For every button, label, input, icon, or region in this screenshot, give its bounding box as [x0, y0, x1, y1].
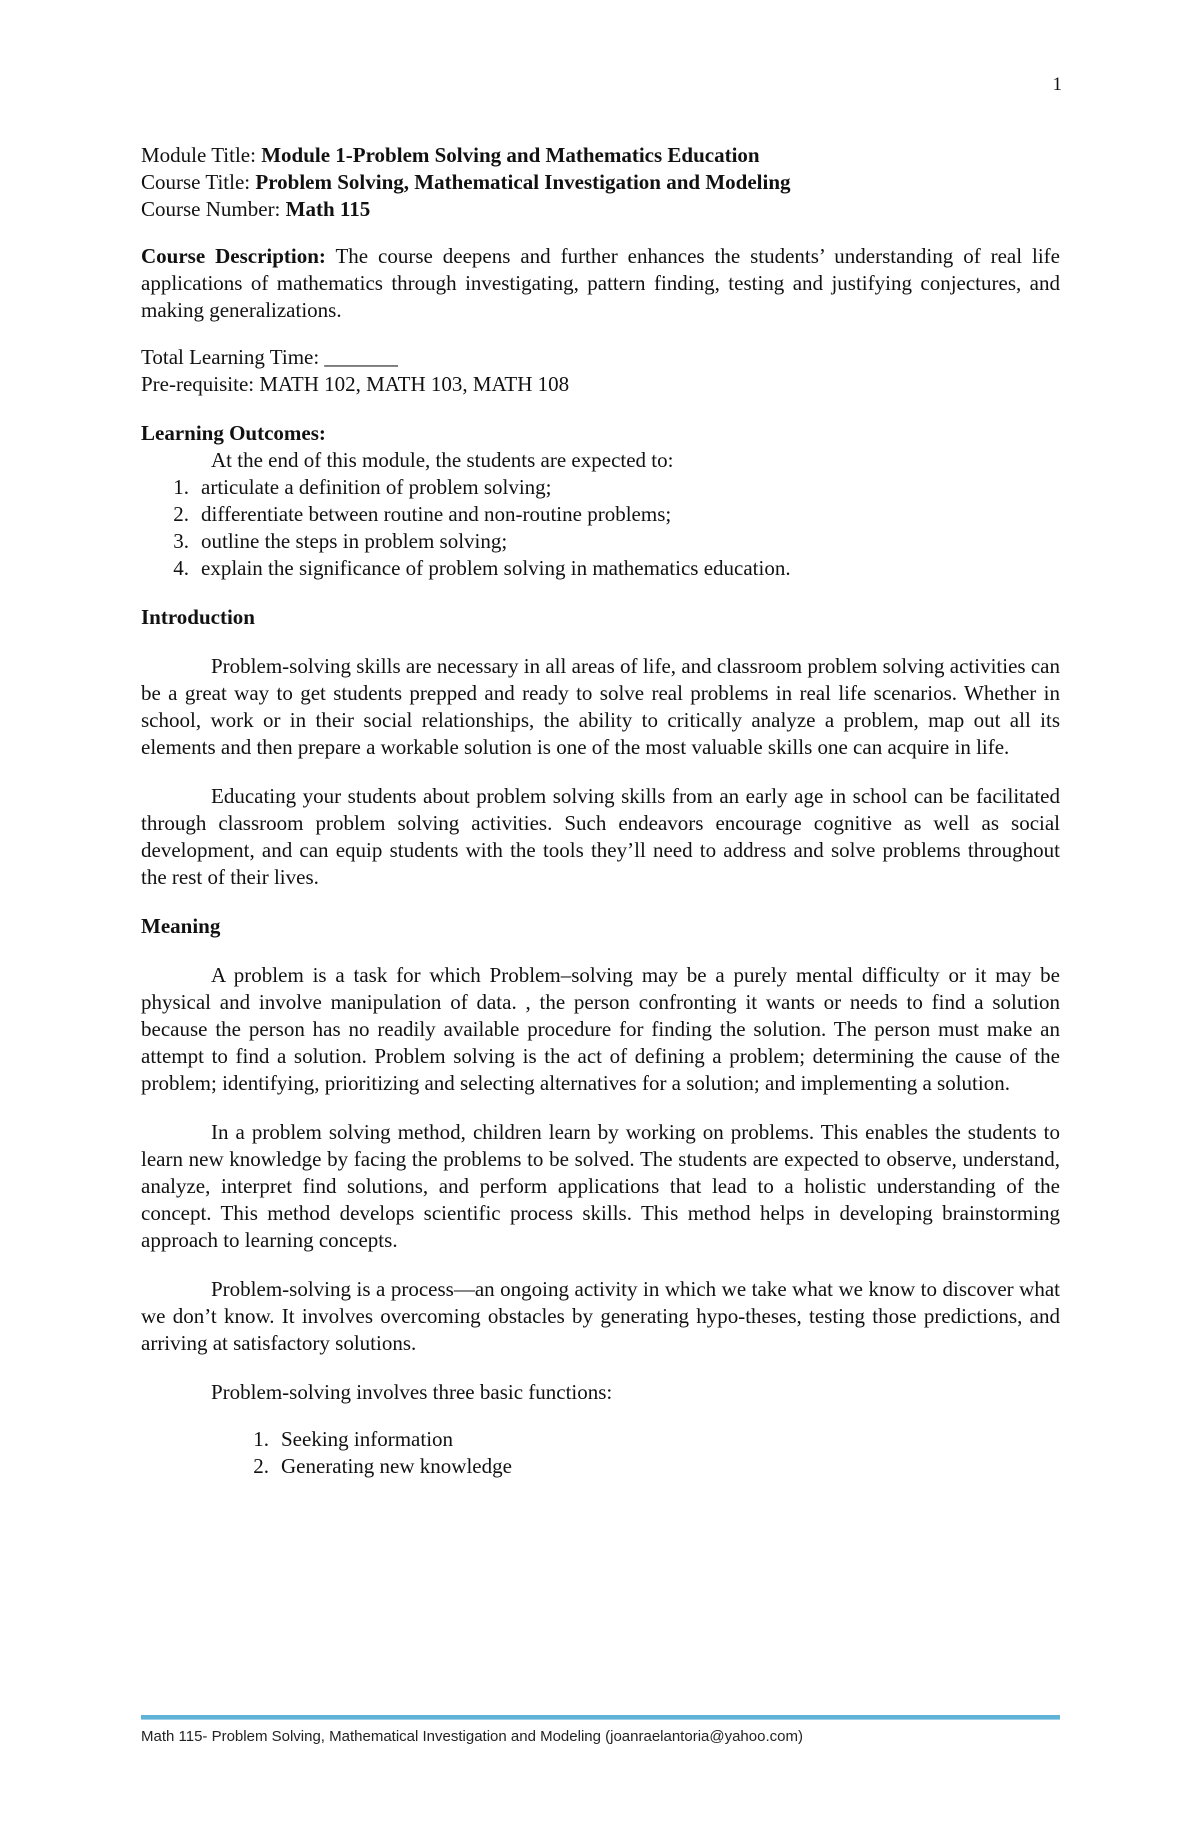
course-title-value: Problem Solving, Mathematical Investigation and Modeling [255, 170, 791, 194]
course-number-value: Math 115 [285, 197, 371, 221]
list-item-text: explain the significance of problem solving in mathematics education. [201, 556, 791, 580]
list-item-text: Seeking information [281, 1427, 454, 1451]
introduction-paragraph-2: Educating your students about problem solving skills from an early age in school can be facilitated through classroom problem solving activities. Such endeavors encourage cognitive as well as social development, and can equip students with the tools they’ll need to address and solve problems throughout the rest of their lives. [141, 784, 1060, 889]
list-item [141, 528, 1060, 555]
meaning-paragraph-4: Problem-solving involves three basic functions: [211, 1380, 613, 1404]
list-item-number: 2. [173, 502, 189, 526]
meaning-paragraph-1: A problem is a task for which Problem–solving may be a purely mental difficulty or it may be physical and involve manipulation of data. , the person confronting it wants or needs to find a solution because the person has no readily available procedure for finding the solution. The person must make an attempt to find a solution. Problem solving is the act of defining a problem; determining the cause of the problem; identifying, prioritizing and selecting alternatives for a solution; and implementing a solution. [141, 963, 1060, 1095]
page-footer: Math 115- Problem Solving, Mathematical Investigation and Modeling (joanraelantoria@yahoo.com) [141, 1728, 803, 1745]
meaning-paragraph-2: In a problem solving method, children learn by working on problems. This enables the students to learn new knowledge by facing the problems to be solved. The students are expected to observe, understand, analyze, interpret find solutions, and perform applications that lead to a holistic understanding of the concept. This method develops scientific process skills. This method helps in developing brainstorming approach to learning concepts. [141, 1120, 1060, 1252]
functions-list [141, 1426, 1060, 1480]
course-description [141, 243, 1060, 324]
prerequisite: Pre-requisite: MATH 102, MATH 103, MATH 108 [141, 372, 570, 396]
course-title-line [141, 169, 1060, 196]
list-item-number: 1. [253, 1427, 269, 1451]
list-item-number: 2. [253, 1454, 269, 1478]
list-item-number: 3. [173, 529, 189, 553]
list-item-number: 4. [173, 556, 189, 580]
list-item [141, 474, 1060, 501]
list-item [141, 555, 1060, 582]
course-description-text: The course deepens and further enhances the students’ understanding of real life applications of mathematics through investigating, pattern finding, testing and justifying conjectures, and making generalizations. [141, 244, 1060, 322]
course-title-label: Course Title: [141, 170, 256, 194]
list-item-text: outline the steps in problem solving; [201, 529, 508, 553]
list-item-text: articulate a definition of problem solving; [201, 475, 552, 499]
module-title-value: Module 1-Problem Solving and Mathematics Education [261, 143, 760, 167]
learning-outcomes-list [141, 474, 1060, 582]
list-item-text: Generating new knowledge [281, 1454, 512, 1478]
meaning-paragraph-3: Problem-solving is a process—an ongoing activity in which we take what we know to discover what we don’t know. It involves overcoming obstacles by generating hypo-theses, testing those predictions, and arriving at satisfactory solutions. [141, 1277, 1060, 1355]
meaning-heading: Meaning [141, 914, 221, 938]
list-item [241, 1426, 1060, 1453]
module-title-label: Module Title: [141, 143, 262, 167]
course-number-label: Course Number: [141, 197, 286, 221]
course-number-line [141, 196, 1060, 223]
list-item-text: differentiate between routine and non-routine problems; [201, 502, 672, 526]
learning-outcomes-intro: At the end of this module, the students are expected to: [211, 448, 674, 472]
list-item [141, 501, 1060, 528]
introduction-paragraph-1: Problem-solving skills are necessary in all areas of life, and classroom problem solving activities can be a great way to get students prepped and ready to solve real problems in real life scenarios. Whether in school, work or in their social relationships, the ability to critically analyze a problem, map out all its elements and then prepare a workable solution is one of the most valuable skills one can acquire in life. [141, 654, 1060, 759]
page-content [141, 142, 1060, 1480]
introduction-heading: Introduction [141, 605, 255, 629]
list-item [241, 1453, 1060, 1480]
learning-outcomes-heading: Learning Outcomes: [141, 421, 326, 445]
list-item-number: 1. [173, 475, 189, 499]
footer-divider-accent [141, 1719, 1060, 1720]
total-learning-time: Total Learning Time: _______ [141, 345, 398, 369]
course-description-label: Course Description: [141, 244, 326, 268]
page-number: 1 [1052, 74, 1062, 95]
module-title-line [141, 142, 1060, 169]
